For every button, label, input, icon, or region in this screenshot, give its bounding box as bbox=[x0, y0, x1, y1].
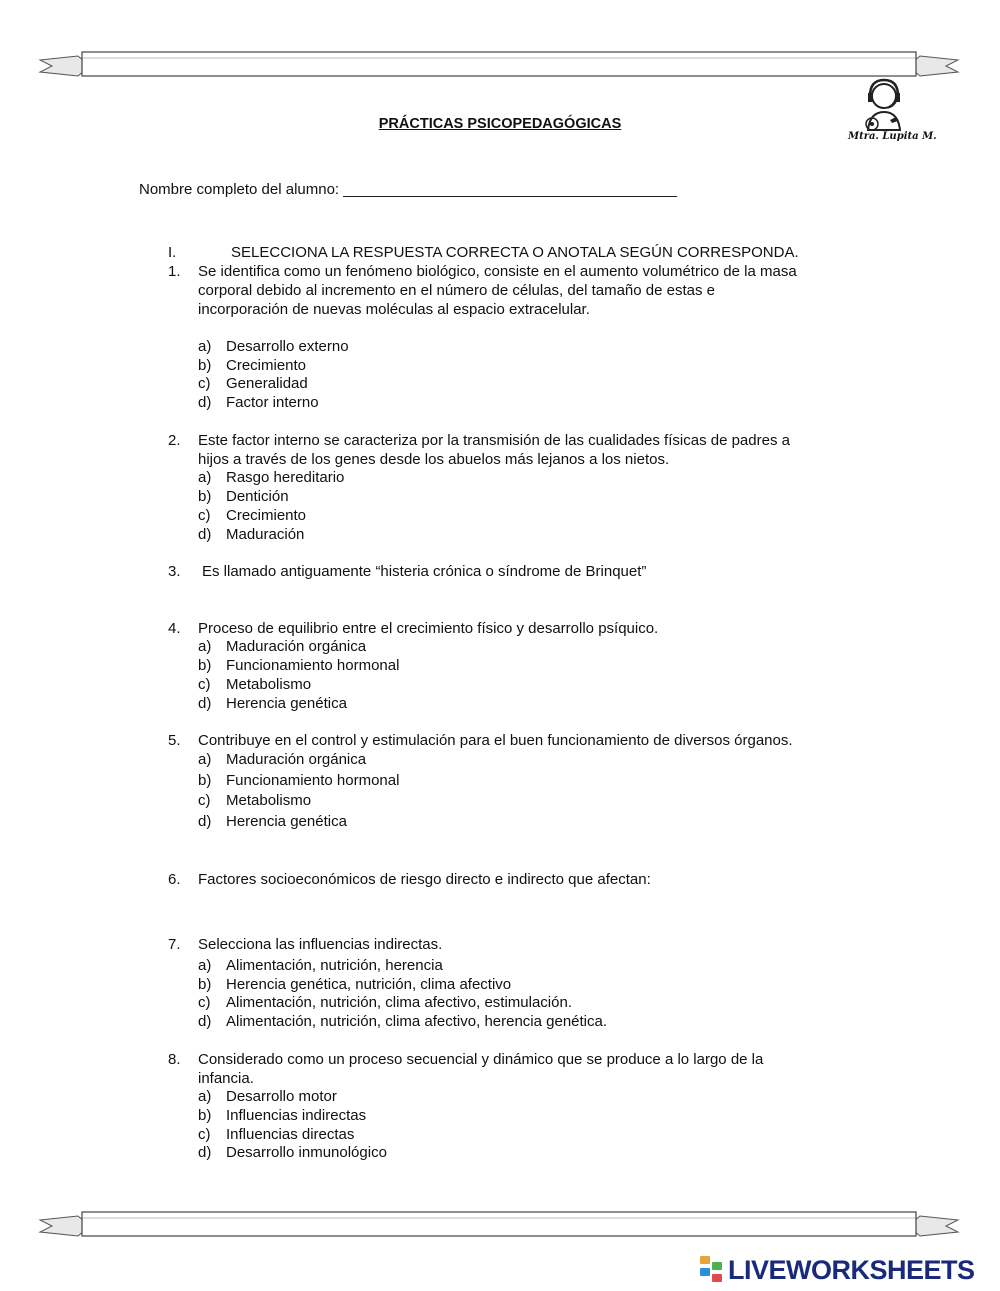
option-letter: b) bbox=[198, 772, 212, 789]
question-3-line-1: Es llamado antiguamente “histeria crónica o síndrome de Brinquet” bbox=[202, 563, 647, 580]
section-instruction: SELECCIONA LA RESPUESTA CORRECTA O ANOTALA SEGÚN CORRESPONDA. bbox=[231, 244, 799, 261]
option-letter: a) bbox=[198, 1088, 212, 1105]
option-letter: d) bbox=[198, 813, 212, 830]
question-1-option-c[interactable]: Generalidad bbox=[226, 375, 308, 392]
option-letter: b) bbox=[198, 976, 212, 993]
question-1-line-2: corporal debido al incremento en el número de células, del tamaño de estas e bbox=[198, 282, 715, 299]
question-5-option-c[interactable]: Metabolismo bbox=[226, 792, 312, 809]
option-letter: c) bbox=[198, 507, 211, 524]
option-letter: b) bbox=[198, 357, 212, 374]
option-letter: b) bbox=[198, 1107, 212, 1124]
student-name-blank[interactable]: ________________________________________ bbox=[343, 181, 677, 198]
question-8-number: 8. bbox=[168, 1051, 181, 1068]
question-2-option-c[interactable]: Crecimiento bbox=[226, 507, 307, 524]
question-1-option-a[interactable]: Desarrollo externo bbox=[226, 338, 349, 355]
question-2-option-b[interactable]: Dentición bbox=[226, 488, 289, 505]
question-2-line-2: hijos a través de los genes desde los abuelos más lejanos a los nietos. bbox=[198, 451, 670, 468]
question-4-line-1: Proceso de equilibrio entre el crecimiento físico y desarrollo psíquico. bbox=[198, 620, 659, 637]
liveworksheets-brand-text: LIVEWORKSHEETS bbox=[728, 1254, 975, 1285]
question-4-option-b[interactable]: Funcionamiento hormonal bbox=[226, 657, 400, 674]
question-8-option-d[interactable]: Desarrollo inmunológico bbox=[226, 1144, 387, 1161]
question-6-number: 6. bbox=[168, 871, 181, 888]
question-1-line-3: incorporación de nuevas moléculas al espacio extracelular. bbox=[198, 301, 590, 318]
top-banner bbox=[38, 48, 960, 84]
section-numeral: I. bbox=[168, 244, 177, 261]
question-2-line-1: Este factor interno se caracteriza por la transmisión de las cualidades físicas de padres a bbox=[198, 432, 790, 449]
block-e bbox=[712, 1274, 722, 1282]
option-letter: d) bbox=[198, 394, 212, 411]
option-letter: b) bbox=[198, 657, 212, 674]
question-1-number: 1. bbox=[168, 263, 181, 280]
page-title-text: PRÁCTICAS PSICOPEDAGÓGICAS bbox=[378, 116, 622, 132]
question-8-option-a[interactable]: Desarrollo motor bbox=[226, 1088, 337, 1105]
option-letter: c) bbox=[198, 994, 211, 1011]
question-5-option-a[interactable]: Maduración orgánica bbox=[226, 751, 367, 768]
question-2-option-a[interactable]: Rasgo hereditario bbox=[226, 469, 345, 486]
liveworksheets-blocks-icon bbox=[700, 1256, 724, 1284]
question-5-option-b[interactable]: Funcionamiento hormonal bbox=[226, 772, 400, 789]
teacher-signature: Mtra. Lupita M. bbox=[848, 131, 937, 142]
question-7-number: 7. bbox=[168, 936, 181, 953]
option-letter: c) bbox=[198, 1126, 211, 1143]
option-letter: d) bbox=[198, 695, 212, 712]
question-2-number: 2. bbox=[168, 432, 181, 449]
question-1-option-d[interactable]: Factor interno bbox=[226, 394, 319, 411]
question-8-line-2: infancia. bbox=[198, 1070, 254, 1087]
question-6-line-1: Factores socioeconómicos de riesgo directo e indirecto que afectan: bbox=[198, 871, 651, 888]
option-letter: a) bbox=[198, 638, 212, 655]
question-7-line-1: Selecciona las influencias indirectas. bbox=[198, 936, 443, 953]
liveworksheets-logo bbox=[700, 1255, 975, 1285]
question-7-option-c[interactable]: Alimentación, nutrición, clima afectivo, estimulación. bbox=[226, 994, 572, 1011]
question-5-option-d[interactable]: Herencia genética bbox=[226, 813, 347, 830]
question-3-number: 3. bbox=[168, 563, 181, 580]
student-name-label bbox=[139, 180, 677, 199]
question-4-option-c[interactable]: Metabolismo bbox=[226, 676, 312, 693]
question-7-option-b[interactable]: Herencia genética, nutrición, clima afectivo bbox=[226, 976, 512, 993]
option-letter: d) bbox=[198, 1013, 212, 1030]
option-letter: a) bbox=[198, 751, 212, 768]
question-4-number: 4. bbox=[168, 620, 181, 637]
option-letter: a) bbox=[198, 957, 212, 974]
block-i bbox=[712, 1262, 722, 1270]
option-letter: c) bbox=[198, 676, 211, 693]
question-8-option-c[interactable]: Influencias directas bbox=[226, 1126, 355, 1143]
page-title bbox=[0, 116, 1000, 132]
question-7-option-a[interactable]: Alimentación, nutrición, herencia bbox=[226, 957, 443, 974]
option-letter: a) bbox=[198, 469, 212, 486]
block-l bbox=[700, 1256, 710, 1264]
question-4-option-d[interactable]: Herencia genética bbox=[226, 695, 347, 712]
option-letter: a) bbox=[198, 338, 212, 355]
question-5-number: 5. bbox=[168, 732, 181, 749]
question-1-option-b[interactable]: Crecimiento bbox=[226, 357, 307, 374]
block-v bbox=[700, 1268, 710, 1276]
question-8-option-b[interactable]: Influencias indirectas bbox=[226, 1107, 367, 1124]
option-letter: b) bbox=[198, 488, 212, 505]
option-letter: c) bbox=[198, 375, 211, 392]
question-5-line-1: Contribuye en el control y estimulación para el buen funcionamiento de diversos órganos. bbox=[198, 732, 793, 749]
question-8-line-1: Considerado como un proceso secuencial y dinámico que se produce a lo largo de la bbox=[198, 1051, 764, 1068]
student-name-text: Nombre completo del alumno: bbox=[139, 181, 340, 198]
option-letter: d) bbox=[198, 526, 212, 543]
question-1-line-1: Se identifica como un fenómeno biológico, consiste en el aumento volumétrico de la masa bbox=[198, 263, 797, 280]
option-letter: d) bbox=[198, 1144, 212, 1161]
question-4-option-a[interactable]: Maduración orgánica bbox=[226, 638, 367, 655]
bottom-banner bbox=[38, 1208, 960, 1244]
question-2-option-d[interactable]: Maduración bbox=[226, 526, 305, 543]
option-letter: c) bbox=[198, 792, 211, 809]
question-7-option-d[interactable]: Alimentación, nutrición, clima afectivo, herencia genética. bbox=[226, 1013, 608, 1030]
